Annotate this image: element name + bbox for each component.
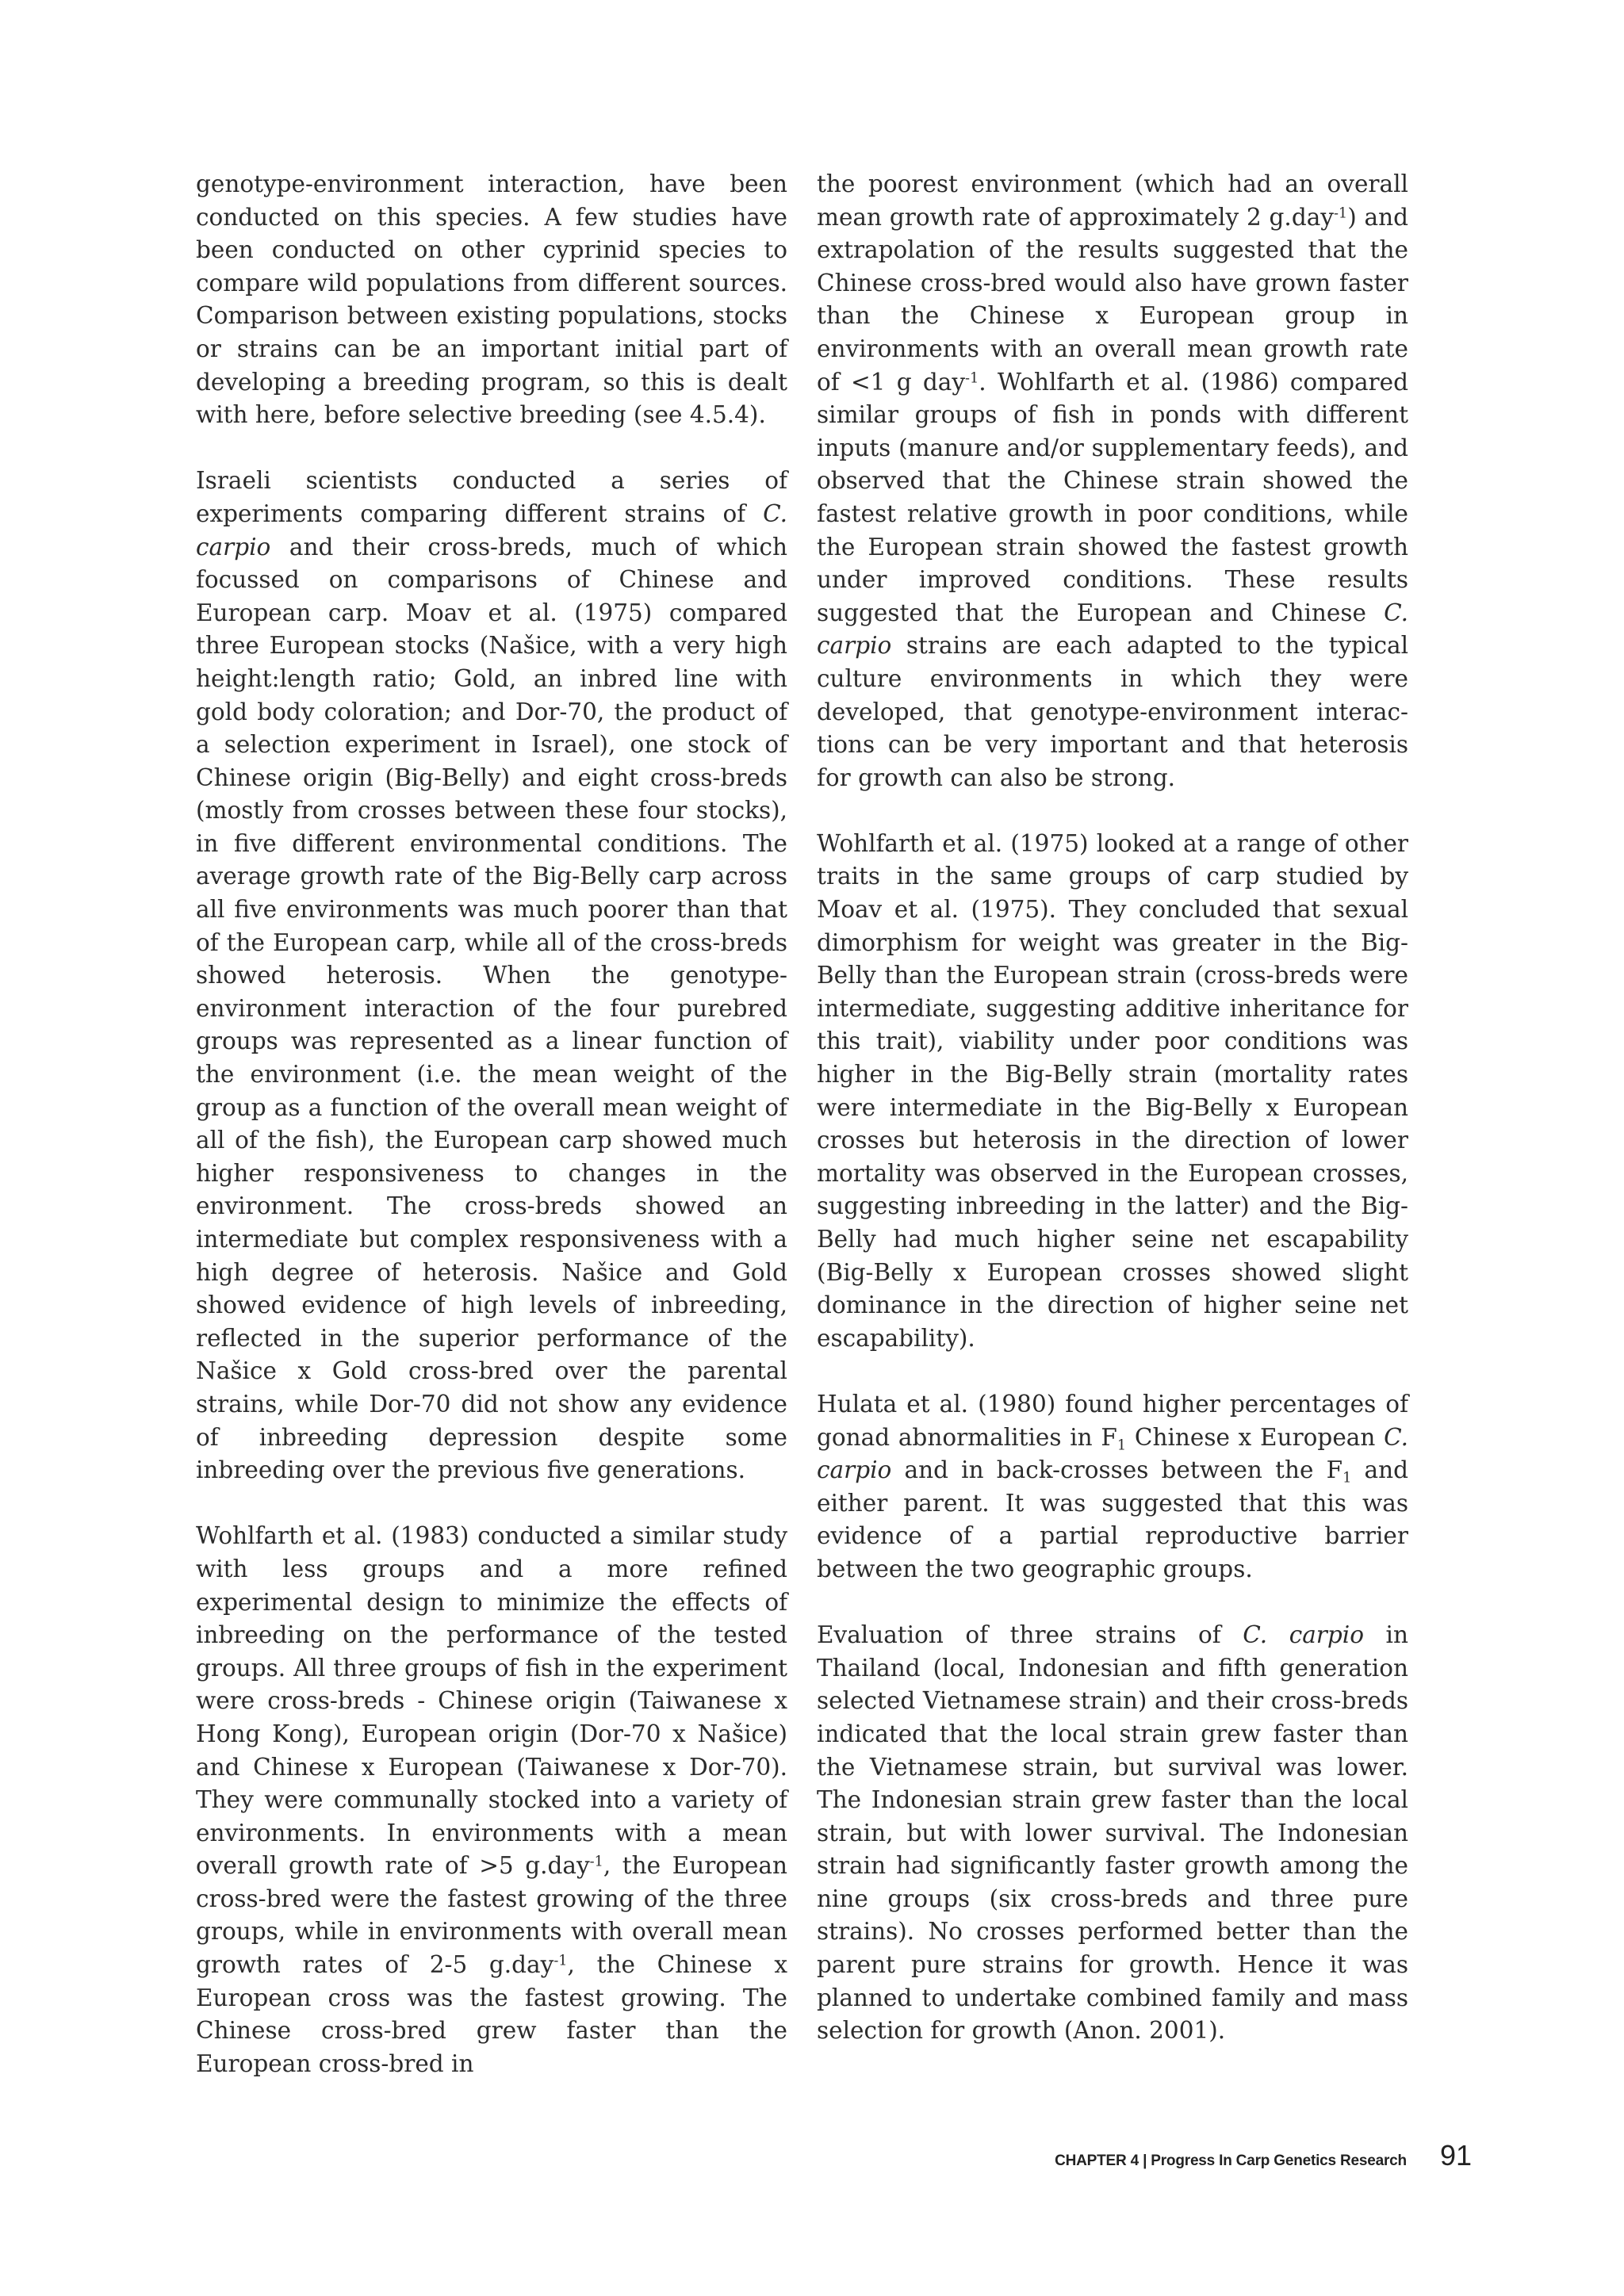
species-name: C. carpio [196,499,787,561]
paragraph [817,168,1408,794]
paragraph [196,168,787,432]
superscript: -1 [553,1953,568,1969]
paragraph [196,465,787,1487]
paragraph-text: the poorest environment (which had an overall mean growth rate of approximately 2 g.day [817,170,1408,231]
paragraph-text: Wohlfarth et al. (1975) looked at a range of other traits in the same groups of carp studied by Moav et al. (1975). They concluded that sexual dimorphism for weight was greater in the Big-Belly than the European strain (cross-breds were intermediate, suggesting additive inheritance for this trait), viability under poor conditions was higher in the Big-Belly strain (mortality rates were intermediate in the Big-Belly x European crosses but heterosis in the direction of lower mortality was observed in the European crosses, suggesting inbreeding in the latter) and the Big-Belly had much higher seine net escapability (Big-Belly x European crosses showed slight dominance in the direction of higher seine net escapability). [817,829,1408,1352]
superscript: -1 [965,369,979,386]
paragraph [817,1619,1408,2048]
paragraph-text: strains are each adapted to the typical culture environments in which they were developed, that genotype-environment interac-tions can be very important and that heterosis for growth can also be strong. [817,632,1408,791]
species-name: C. carpio [817,599,1408,660]
paragraph-text: and either parent. It was suggested that this was evidence of a partial reproductive barrier between the two geographic groups. [817,1456,1408,1582]
paragraph-text: Hulata et al. (1980) found higher percentages of gonad abnormalities in F [817,1390,1408,1451]
paragraph-text: Evaluation of three strains of [817,1621,1243,1649]
paragraph [817,1388,1408,1586]
species-name: C. carpio [1243,1621,1364,1649]
superscript: -1 [589,1854,603,1870]
paragraph-text: genotype-environment interaction, have been conducted on this species. A few studies have been conducted on other cyprinid species to compare wild populations from different sources. Comparison between existing populations, stocks or strains can be an important initial part of developing a breeding program, so this is dealt with here, before selective breeding (see 4.5.4). [196,170,787,429]
paragraph-text: ) and extrapolation of the results suggested that the Chinese cross-bred would also have grown faster than the Chinese x European group in environments with an overall mean growth rate of <1 g day [817,203,1408,396]
paragraph-text: in Thailand (local, Indonesian and fifth generation selected Vietnamese strain) and their cross-breds indicated that the local strain grew faster than the Vietnamese strain, but survival was lower. The Indonesian strain grew faster than the local strain, but with lower survival. The Indonesian strain had significantly faster growth among the nine groups (six cross-breds and three pure strains). No crosses performed better than the parent pure strains for growth. Hence it was planned to undertake combined family and mass selection for growth (Anon. 2001). [817,1621,1408,2045]
paragraph-text: . Wohlfarth et al. (1986) compared similar groups of fish in ponds with different inputs (manure and/or supplementary feeds), and observed that the Chinese strain showed the fastest relative growth in poor conditions, while the European strain showed the fastest growth under improved conditions. These results suggested that the European and Chinese [817,368,1408,626]
right-column [817,168,1408,2048]
subscript: 1 [1116,1437,1127,1453]
page-number: 91 [1439,2139,1472,2172]
subscript: 1 [1342,1470,1352,1487]
paragraph-text: and in back-crosses between the F [891,1456,1343,1484]
superscript: -1 [1333,205,1348,221]
left-column [196,168,787,2080]
paragraph-text: , the European cross-bred were the fastest growing of the three groups, while in environments with overall mean growth rates of 2-5 g.day [196,1852,787,1979]
paragraph [817,828,1408,1356]
paragraph-text: and their cross-breds, much of which focussed on comparisons of Chinese and European carp. Moav et al. (1975) compared three European stocks (Našice, with a very high height:length ratio; Gold, an inbred line with gold body coloration; and Dor-70, the product of a selection experiment in Israel), one stock of Chinese origin (Big-Belly) and eight cross-breds (mostly from crosses between these four stocks), in five different environmental conditions. The average growth rate of the Big-Belly carp across all five environments was much poorer than that of the European carp, while all of the cross-breds showed heterosis. When the genotype-environment interaction of the four purebred groups was represented as a linear function of the environment (i.e. the mean weight of the group as a function of the overall mean weight of all of the fish), the European carp showed much higher responsiveness to changes in the environment. The cross-breds showed an intermediate but complex responsiveness with a high degree of heterosis. Našice and Gold showed evidence of high levels of inbreeding, reflected in the superior performance of the Našice x Gold cross-bred over the parental strains, while Dor-70 did not show any evidence of inbreeding depression despite some inbreeding over the previous five generations. [196,533,787,1484]
running-head: CHAPTER 4 | Progress In Carp Genetics Research [1055,2152,1407,2169]
paragraph-text: , the Chinese x European cross was the fastest growing. The Chinese cross-bred grew faster than the European cross-bred in [196,1951,787,2077]
species-name: C. carpio [817,1423,1408,1484]
page-footer [1055,2139,1472,2172]
paragraph-text: Chinese x European [1126,1423,1385,1451]
paragraph-text: Israeli scientists conducted a series of experiments comparing different strains of [196,467,787,527]
paragraph-text: Wohlfarth et al. (1983) conducted a similar study with less groups and a more refined experimental design to minimize the effects of inbreeding on the performance of the tested groups. All three groups of fish in the experiment were cross-breds - Chinese origin (Taiwanese x Hong Kong), European origin (Dor-70 x Našice) and Chinese x European (Taiwanese x Dor-70). They were communally stocked into a variety of environments. In environments with a mean overall growth rate of >5 g.day [196,1522,787,1880]
paragraph [196,1520,787,2080]
